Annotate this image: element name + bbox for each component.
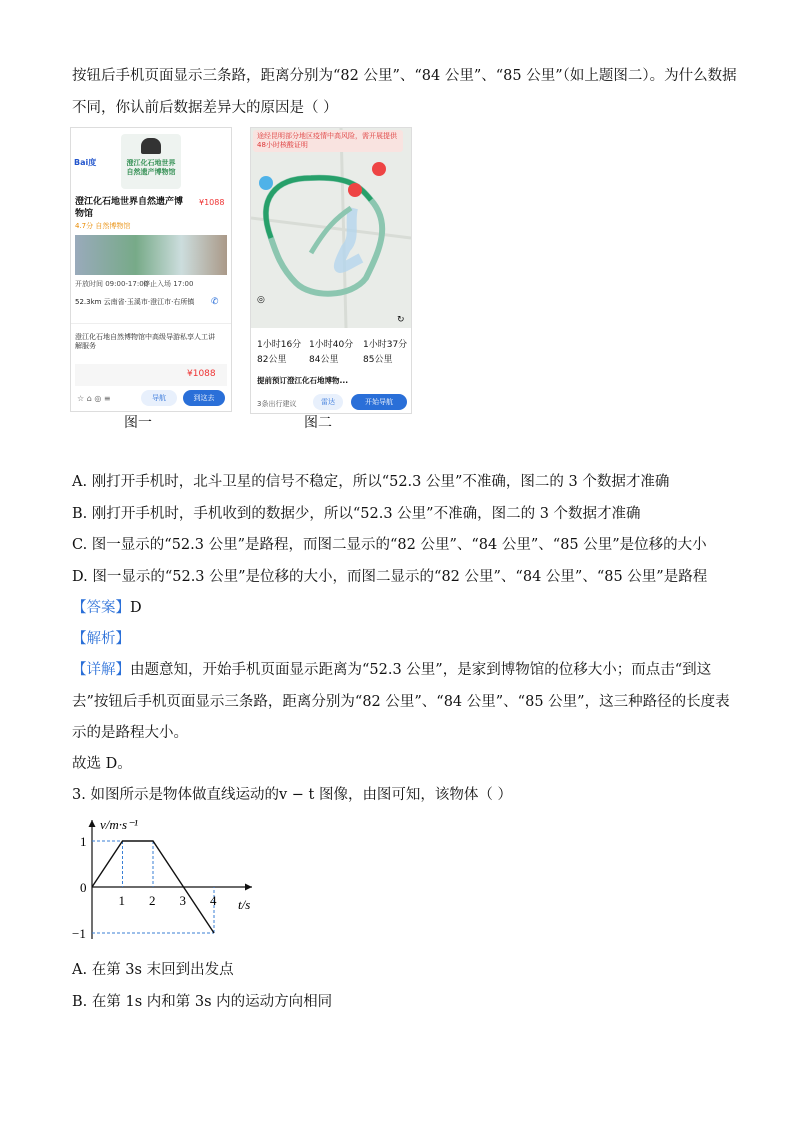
promo-text[interactable]: 提前预订澄江化石地博物... [257, 376, 349, 385]
poi-distance: 52.3km 云南省·玉溪市·澄江市·右所镇 [75, 298, 195, 306]
x-tick-label: 4 [210, 893, 217, 908]
nav-button[interactable]: 导航 [141, 390, 177, 406]
analysis-label: 【解析】 [72, 631, 130, 647]
intro-line-1: 按钮后手机页面显示三条路，距离分别为“82 公里”、“84 公里”、“85 公里”（如上题图二）。为什么数据 [72, 68, 737, 84]
analysis-line-3: 示的是路程大小。 [72, 725, 188, 741]
poi-hours: 开放时间 09:00-17:00 [75, 280, 149, 288]
radar-button[interactable]: 雷达 [313, 394, 343, 410]
locate-icon[interactable]: ◎ [257, 295, 265, 305]
option-d: D. 图一显示的“52.3 公里”是位移的大小，而图二显示的“82 公里”、“84 公里”、“85 公里”是路程 [72, 569, 708, 585]
go-here-button[interactable]: 到这去 [183, 390, 225, 406]
alert-text: 途经昆明部分地区疫情中高风险，需开展提供48小时核酸证明 [257, 132, 397, 149]
figure-2-caption: 图二 [304, 415, 332, 431]
x-tick-label: 0 [80, 880, 87, 895]
poi-stop: 停止入场 17:00 [143, 280, 194, 288]
poi-photos [75, 235, 227, 275]
map-area[interactable] [251, 128, 411, 328]
map-routes [251, 128, 411, 328]
bottom-icons[interactable]: ☆ ⌂ ◎ ≡ [77, 394, 111, 403]
x-tick-label: 1 [118, 893, 125, 908]
phone-icon[interactable]: ✆ [211, 297, 219, 307]
figure-1-screenshot [70, 127, 232, 412]
poi-rating: 4.7分 自然博物馆 [75, 222, 131, 230]
analysis-text-1: 由题意知，开始手机页面显示距离为“52.3 公里”，是家到博物馆的位移大小；而点击“到这 [130, 662, 712, 678]
option-b: B. 刚打开手机时，手机收到的数据少，所以“52.3 公里”不准确，图二的 3 个数据才准确 [72, 506, 641, 522]
destination-marker [372, 162, 386, 176]
option-c: C. 图一显示的“52.3 公里”是路程，而图二显示的“82 公里”、“84 公里”、“85 公里”是位移的大小 [72, 537, 707, 553]
figure-2-screenshot [250, 127, 412, 414]
start-nav-button[interactable]: 开始导航 [351, 394, 407, 410]
poi-price: ¥1088 [199, 198, 225, 207]
alert-banner[interactable] [253, 130, 403, 152]
x-axis-label: t/s [238, 897, 251, 912]
route-3-dist: 85公里 [363, 355, 393, 365]
banner-text: 澄江化石地世界自然遗产博物馆 [126, 159, 176, 176]
q3-stem: 3. 如图所示是物体做直线运动的v − t 图像，由图可知，该物体（ ） [72, 787, 513, 803]
mascot-icon [141, 138, 161, 154]
answer-line [72, 598, 142, 618]
service-text: 澄江化石地自然博物馆中高级导游私享人工讲解服务 [75, 333, 215, 350]
start-marker [259, 176, 273, 190]
answer-value: D [130, 600, 142, 616]
baidu-logo: Bai度 [74, 158, 97, 167]
y-axis-label: v/m·s⁻¹ [100, 817, 138, 832]
intro-line-2: 不同，你认前后数据差异大的原因是（ ） [72, 100, 338, 116]
analysis-line-1 [72, 660, 711, 680]
q3-option-a: A. 在第 3s 末回到出发点 [72, 962, 234, 978]
route-3-time[interactable]: 1小时37分 [363, 340, 408, 350]
route-2-time[interactable]: 1小时40分 [309, 340, 354, 350]
answer-label: 【答案】 [72, 600, 130, 616]
service-card[interactable] [75, 364, 227, 386]
option-a: A. 刚打开手机时，北斗卫星的信号不稳定，所以“52.3 公里”不准确，图二的 3 个数据才准确 [72, 474, 670, 490]
service-price: ¥1088 [187, 369, 216, 379]
suggestions-text[interactable]: 3条出行建议 [257, 400, 297, 408]
analysis-line-2: 去”按钮后手机页面显示三条路，距离分别为“82 公里”、“84 公里”、“85 公里”，这三种路径的长度表 [72, 694, 730, 710]
y-tick-label: −1 [72, 926, 86, 941]
analysis-conclusion: 故选 D。 [72, 756, 132, 772]
q3-option-b: B. 在第 1s 内和第 3s 内的运动方向相同 [72, 994, 333, 1010]
stop-marker [348, 183, 362, 197]
route-2-dist: 84公里 [309, 355, 339, 365]
x-tick-label: 3 [179, 893, 186, 908]
poi-title: 澄江化石地世界自然遗产博物馆 [75, 197, 184, 219]
x-tick-label: 2 [149, 893, 156, 908]
vt-graph [70, 814, 270, 944]
figure-1-caption: 图一 [124, 415, 152, 431]
y-tick-label: 1 [80, 834, 87, 849]
route-1-time[interactable]: 1小时16分 [257, 340, 302, 350]
banner-image [121, 134, 181, 189]
route-1-dist: 82公里 [257, 355, 287, 365]
refresh-icon[interactable]: ↻ [397, 315, 405, 325]
detail-label: 【详解】 [72, 662, 130, 678]
